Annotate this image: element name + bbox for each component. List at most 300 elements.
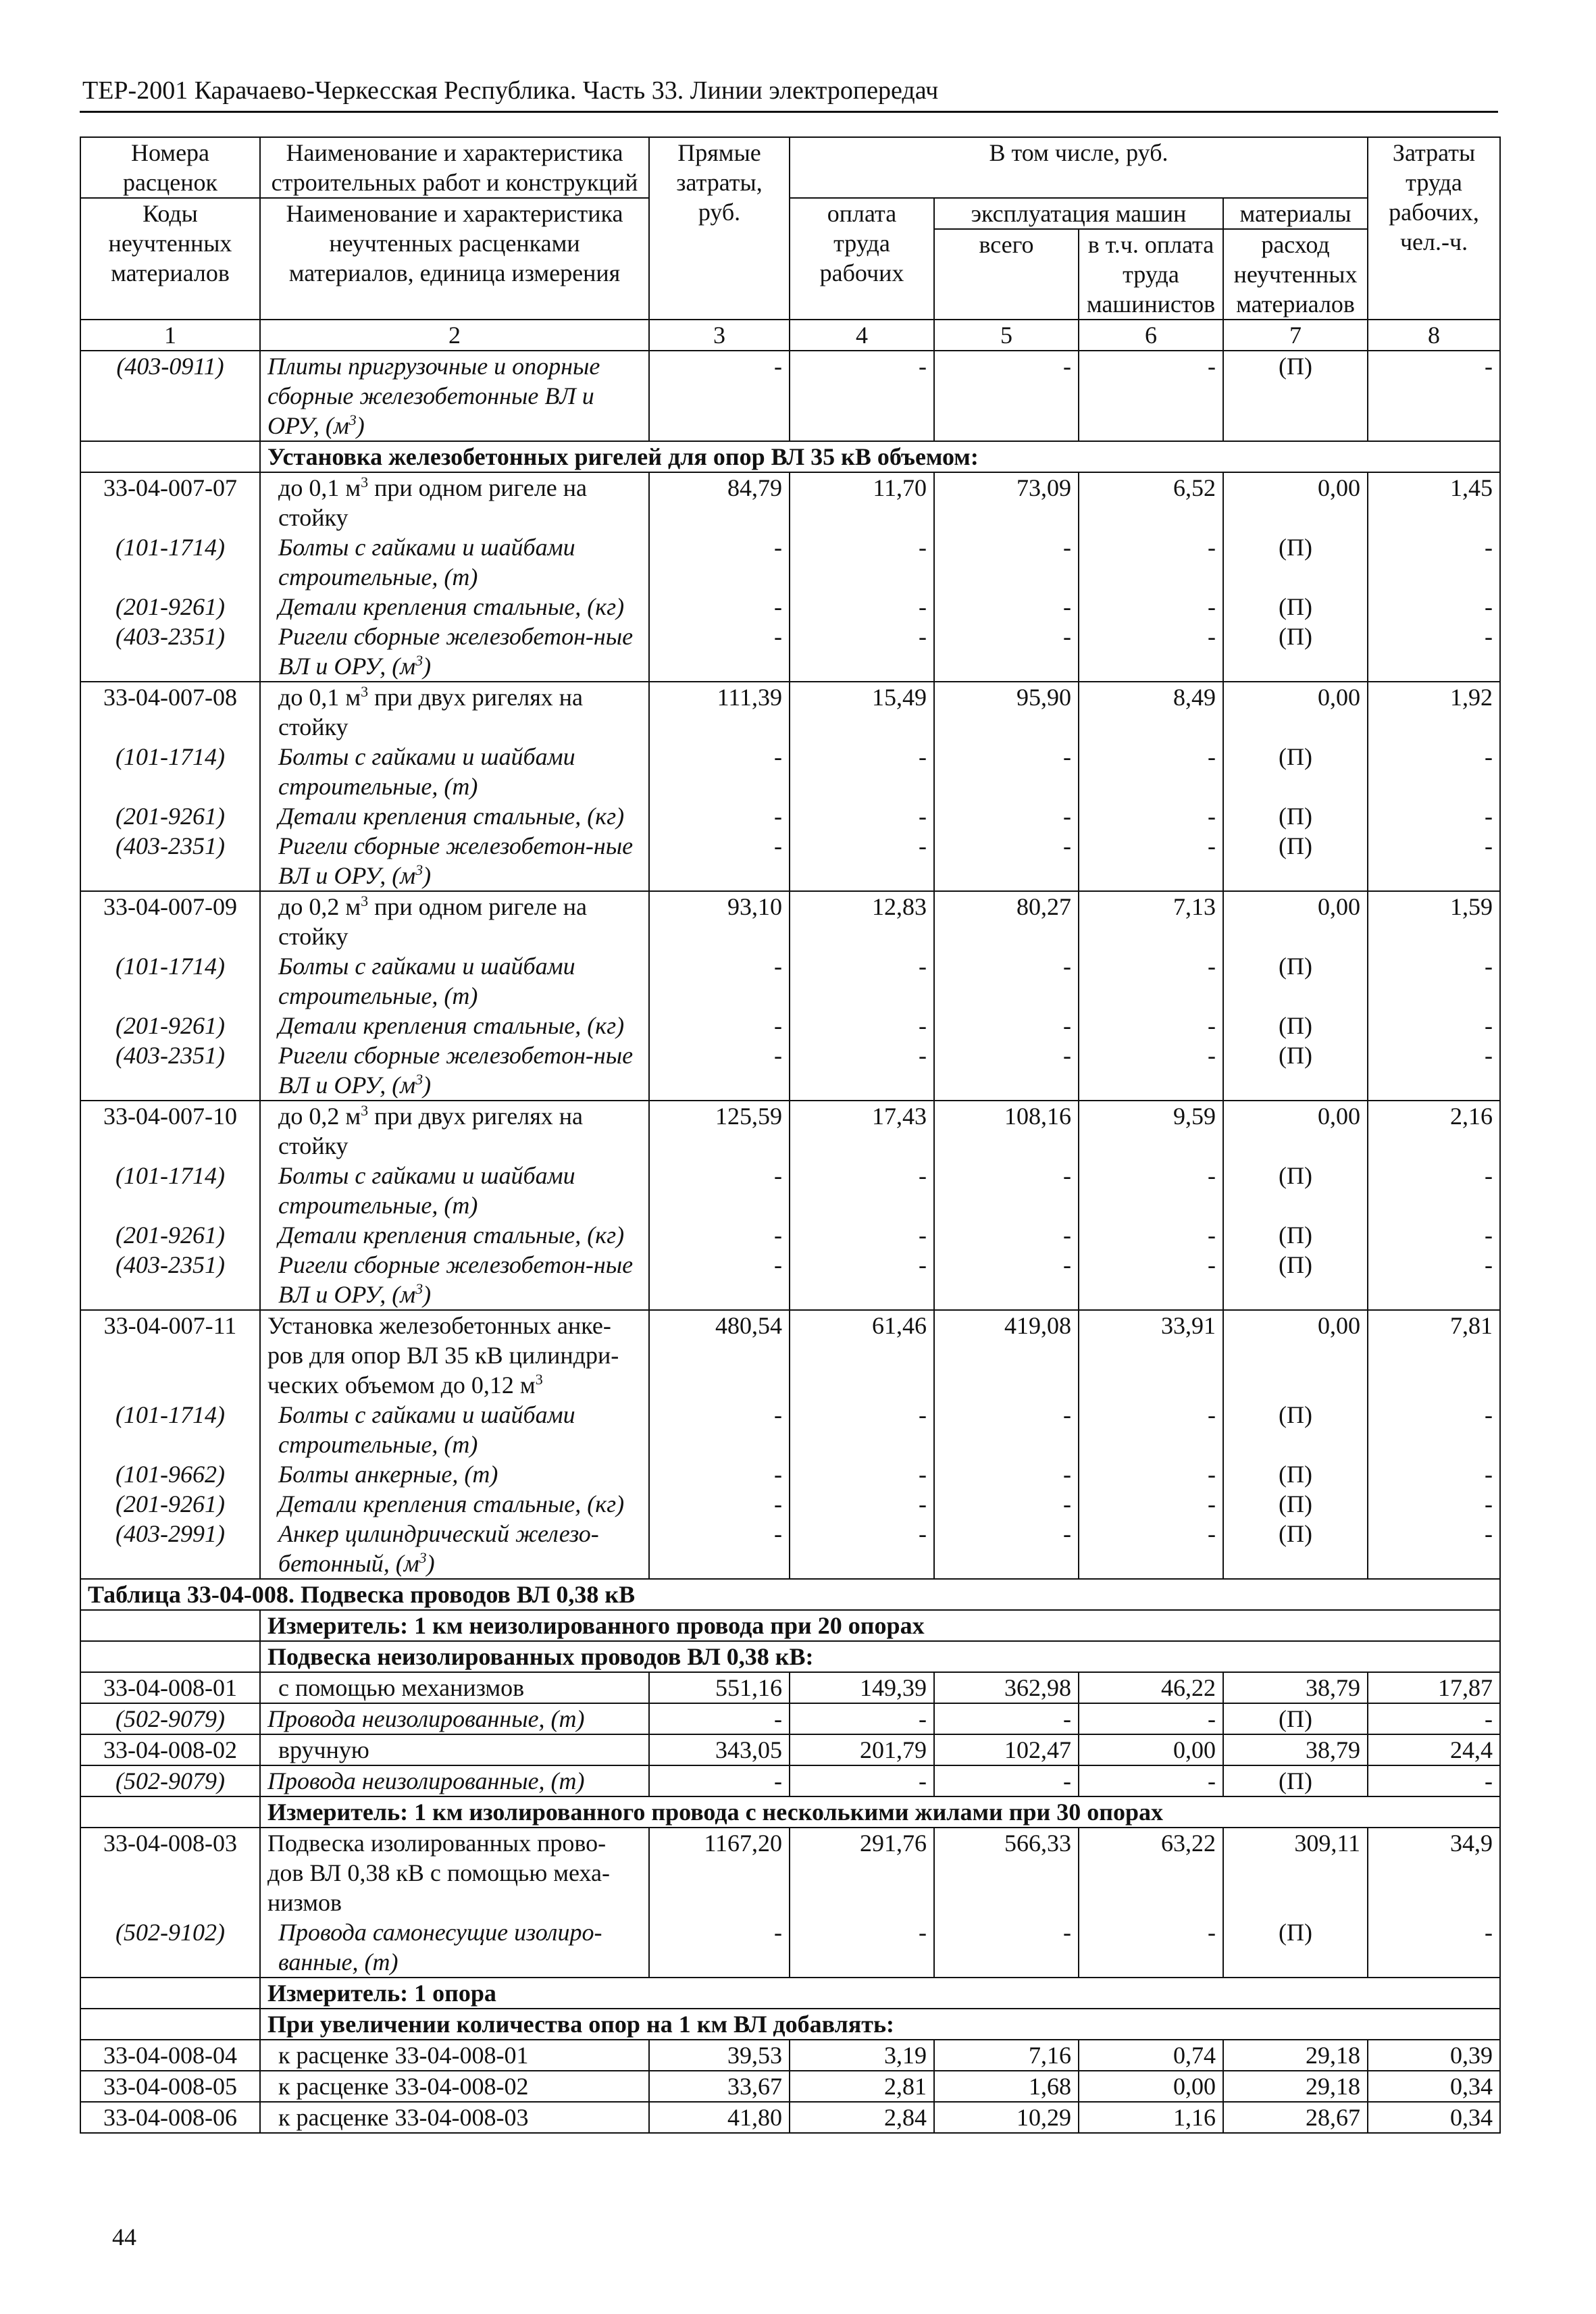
- dash-value: -: [934, 1765, 1079, 1796]
- machinists-labor: 63,22: [1079, 1828, 1223, 1917]
- p-mark: (П): [1223, 592, 1368, 622]
- dash-value: -: [1079, 351, 1223, 441]
- materials-cost: 0,00: [1223, 891, 1368, 951]
- dash-value: -: [790, 1765, 934, 1796]
- rate-name: к расценке 33-04-008-01: [260, 2040, 649, 2071]
- dash-value: -: [1079, 1459, 1223, 1489]
- material-row: [80, 1917, 1500, 1978]
- col1-top-header: Номера расценок: [80, 137, 260, 198]
- direct-cost: 125,59: [649, 1101, 790, 1161]
- dash-value: -: [649, 742, 790, 801]
- page-header-title: ТЕР-2001 Карачаево-Черкесская Республика. Часть 33. Линии электропередач: [82, 76, 939, 105]
- machinists-labor: 6,52: [1079, 472, 1223, 532]
- material-code: (403-2351): [80, 622, 260, 682]
- direct-cost: 93,10: [649, 891, 790, 951]
- dash-value: -: [649, 592, 790, 622]
- blank-cell: [80, 1978, 260, 2009]
- dash-value: -: [1368, 801, 1500, 831]
- machinists-labor: 33,91: [1079, 1310, 1223, 1400]
- dash-value: -: [649, 622, 790, 682]
- material-name: Ригели сборные железобетон-ные ВЛ и ОРУ, $(м^3)$: [260, 622, 649, 682]
- price-row: [80, 1310, 1500, 1400]
- material-row: [80, 1161, 1500, 1220]
- p-mark: (П): [1223, 1459, 1368, 1489]
- rate-code: 33-04-008-02: [80, 1734, 260, 1765]
- dash-value: -: [649, 1703, 790, 1734]
- dash-value: -: [1079, 622, 1223, 682]
- material-code: (101-1714): [80, 532, 260, 592]
- machinists-labor: 1,16: [1079, 2102, 1223, 2133]
- dash-value: -: [1079, 1011, 1223, 1040]
- price-row: [80, 2040, 1500, 2071]
- machines-total: 95,90: [934, 682, 1079, 742]
- material-row: [80, 1459, 1500, 1489]
- blank-cell: [80, 441, 260, 472]
- materials-cost: 38,79: [1223, 1672, 1368, 1703]
- header-rule: [80, 111, 1498, 113]
- meter-heading-text: Измеритель: 1 км изолированного провода с несколькими жилами при 30 опорах: [260, 1796, 1500, 1828]
- material-name: Анкер цилиндрический железо-бетонный, $(м^3)$: [260, 1519, 649, 1579]
- dash-value: -: [790, 1011, 934, 1040]
- dash-value: -: [790, 801, 934, 831]
- rate-name: вручную: [260, 1734, 649, 1765]
- dash-value: -: [649, 1250, 790, 1310]
- price-row: [80, 2071, 1500, 2102]
- dash-value: -: [1079, 1220, 1223, 1250]
- col4-header: оплата труда рабочих: [790, 198, 934, 320]
- dash-value: -: [790, 1040, 934, 1101]
- rate-code: 33-04-007-08: [80, 682, 260, 742]
- dash-value: -: [1368, 1400, 1500, 1459]
- machines-total: 73,09: [934, 472, 1079, 532]
- blank-cell: [80, 1610, 260, 1641]
- dash-value: -: [934, 801, 1079, 831]
- dash-value: -: [649, 1161, 790, 1220]
- group-materials-header: материалы: [1223, 198, 1368, 229]
- column-number: 3: [649, 320, 790, 351]
- material-row: [80, 742, 1500, 801]
- dash-value: -: [1368, 831, 1500, 891]
- p-mark: (П): [1223, 1220, 1368, 1250]
- dash-value: -: [1368, 1459, 1500, 1489]
- dash-value: -: [1368, 1250, 1500, 1310]
- machines-total: 566,33: [934, 1828, 1079, 1917]
- material-code: (201-9261): [80, 592, 260, 622]
- dash-value: -: [1368, 1765, 1500, 1796]
- dash-value: -: [1368, 592, 1500, 622]
- rate-name: до 0,1 $м^3$ при двух ригелях на стойку: [260, 682, 649, 742]
- material-code: (101-1714): [80, 951, 260, 1011]
- column-number: 7: [1223, 320, 1368, 351]
- dash-value: -: [1079, 1250, 1223, 1310]
- dash-value: -: [790, 1519, 934, 1579]
- labor-cost: 3,19: [790, 2040, 934, 2071]
- dash-value: -: [934, 1703, 1079, 1734]
- dash-value: -: [934, 1161, 1079, 1220]
- dash-value: -: [790, 1161, 934, 1220]
- dash-value: -: [790, 1703, 934, 1734]
- rate-code: 33-04-007-07: [80, 472, 260, 532]
- meter-heading-text: Измеритель: 1 опора: [260, 1978, 1500, 2009]
- material-row: [80, 1765, 1500, 1796]
- labor-hours: 2,16: [1368, 1101, 1500, 1161]
- material-name: Болты анкерные, (т): [260, 1459, 649, 1489]
- section-heading-text: При увеличении количества опор на 1 км ВЛ добавлять:: [260, 2009, 1500, 2040]
- direct-cost: 480,54: [649, 1310, 790, 1400]
- dash-value: -: [649, 1400, 790, 1459]
- section-heading: [80, 1641, 1500, 1672]
- dash-value: -: [790, 351, 934, 441]
- material-row: [80, 532, 1500, 592]
- meter-heading: [80, 1610, 1500, 1641]
- header-row-2: [80, 198, 1500, 229]
- p-mark: (П): [1223, 831, 1368, 891]
- material-row: [80, 1703, 1500, 1734]
- labor-cost: 149,39: [790, 1672, 934, 1703]
- machinists-labor: 46,22: [1079, 1672, 1223, 1703]
- dash-value: -: [934, 622, 1079, 682]
- material-code: (101-1714): [80, 1400, 260, 1459]
- rate-name: к расценке 33-04-008-03: [260, 2102, 649, 2133]
- labor-cost: 2,81: [790, 2071, 934, 2102]
- column-number: 2: [260, 320, 649, 351]
- dash-value: -: [934, 351, 1079, 441]
- machinists-labor: 0,00: [1079, 1734, 1223, 1765]
- rate-code: 33-04-008-06: [80, 2102, 260, 2133]
- direct-cost: 343,05: [649, 1734, 790, 1765]
- material-row: [80, 1519, 1500, 1579]
- dash-value: -: [790, 1459, 934, 1489]
- machines-total: 102,47: [934, 1734, 1079, 1765]
- rate-name: до 0,2 $м^3$ при двух ригелях на стойку: [260, 1101, 649, 1161]
- dash-value: -: [1079, 951, 1223, 1011]
- column-numbers-row: [80, 320, 1500, 351]
- material-code: (201-9261): [80, 1011, 260, 1040]
- dash-value: -: [934, 951, 1079, 1011]
- dash-value: -: [934, 1011, 1079, 1040]
- table-title-row: [80, 1579, 1500, 1610]
- rate-code: 33-04-007-09: [80, 891, 260, 951]
- meter-heading: [80, 1978, 1500, 2009]
- labor-cost: 291,76: [790, 1828, 934, 1917]
- machines-total: 80,27: [934, 891, 1079, 951]
- material-name: Детали крепления стальные, (кг): [260, 1220, 649, 1250]
- dash-value: -: [1368, 1703, 1500, 1734]
- dash-value: -: [1079, 592, 1223, 622]
- rate-name: с помощью механизмов: [260, 1672, 649, 1703]
- dash-value: -: [934, 1220, 1079, 1250]
- dash-value: -: [649, 1519, 790, 1579]
- material-code: (201-9261): [80, 1220, 260, 1250]
- p-mark: (П): [1223, 1400, 1368, 1459]
- dash-value: -: [934, 532, 1079, 592]
- labor-cost: 15,49: [790, 682, 934, 742]
- rate-name: Установка железобетонных анке-ров для опор ВЛ 35 кВ цилиндри-ческих объемом до 0,12 $м^3$: [260, 1310, 649, 1400]
- machines-total: 108,16: [934, 1101, 1079, 1161]
- dash-value: -: [934, 1459, 1079, 1489]
- dash-value: -: [649, 532, 790, 592]
- rate-code: 33-04-007-11: [80, 1310, 260, 1400]
- dash-value: -: [790, 951, 934, 1011]
- materials-cost: 28,67: [1223, 2102, 1368, 2133]
- dash-value: -: [1368, 1011, 1500, 1040]
- material-code: (403-2351): [80, 1250, 260, 1310]
- rate-name: до 0,1 $м^3$ при одном ригеле на стойку: [260, 472, 649, 532]
- dash-value: -: [1079, 1161, 1223, 1220]
- materials-cost: 38,79: [1223, 1734, 1368, 1765]
- material-row: [80, 801, 1500, 831]
- dash-value: -: [649, 1765, 790, 1796]
- dash-value: -: [790, 622, 934, 682]
- col6-header: в т.ч. оплата труда машинистов: [1079, 229, 1223, 320]
- dash-value: -: [790, 742, 934, 801]
- labor-cost: 17,43: [790, 1101, 934, 1161]
- direct-cost: 1167,20: [649, 1828, 790, 1917]
- p-mark: (П): [1223, 801, 1368, 831]
- materials-cost: 0,00: [1223, 1101, 1368, 1161]
- column-number: 6: [1079, 320, 1223, 351]
- p-mark: (П): [1223, 951, 1368, 1011]
- direct-cost: 41,80: [649, 2102, 790, 2133]
- dash-value: -: [1368, 1519, 1500, 1579]
- dash-value: -: [1079, 1765, 1223, 1796]
- labor-hours: 34,9: [1368, 1828, 1500, 1917]
- material-name: Детали крепления стальные, (кг): [260, 801, 649, 831]
- labor-cost: 12,83: [790, 891, 934, 951]
- group-machines-header: эксплуатация машин: [934, 198, 1223, 229]
- dash-value: -: [934, 1489, 1079, 1519]
- material-row: [80, 831, 1500, 891]
- price-table: [80, 136, 1499, 2134]
- col2-top-header: Наименование и характеристика строительных работ и конструкций: [260, 137, 649, 198]
- dash-value: -: [649, 1489, 790, 1519]
- dash-value: -: [790, 1489, 934, 1519]
- section-heading: [80, 2009, 1500, 2040]
- materials-cost: 29,18: [1223, 2040, 1368, 2071]
- machines-total: 7,16: [934, 2040, 1079, 2071]
- p-mark: (П): [1223, 532, 1368, 592]
- dash-value: -: [649, 831, 790, 891]
- price-row: [80, 682, 1500, 742]
- dash-value: -: [790, 1250, 934, 1310]
- labor-hours: 0,39: [1368, 2040, 1500, 2071]
- p-mark: (П): [1223, 622, 1368, 682]
- dash-value: -: [1368, 351, 1500, 441]
- dash-value: -: [1368, 742, 1500, 801]
- col1-bottom-header: Коды неучтенных материалов: [80, 198, 260, 320]
- dash-value: -: [649, 1459, 790, 1489]
- labor-cost: 61,46: [790, 1310, 934, 1400]
- section-heading-text: Подвеска неизолированных проводов ВЛ 0,38 кВ:: [260, 1641, 1500, 1672]
- material-row: [80, 622, 1500, 682]
- dash-value: -: [1079, 742, 1223, 801]
- dash-value: -: [1368, 1161, 1500, 1220]
- p-mark: (П): [1223, 1703, 1368, 1734]
- machines-total: 10,29: [934, 2102, 1079, 2133]
- col3-header: Прямые затраты, руб.: [649, 137, 790, 320]
- dash-value: -: [649, 1011, 790, 1040]
- p-mark: (П): [1223, 351, 1368, 441]
- dash-value: -: [1368, 622, 1500, 682]
- direct-cost: 33,67: [649, 2071, 790, 2102]
- p-mark: (П): [1223, 1765, 1368, 1796]
- labor-cost: 201,79: [790, 1734, 934, 1765]
- machinists-labor: 8,49: [1079, 682, 1223, 742]
- price-row: [80, 1672, 1500, 1703]
- section-heading-text: Установка железобетонных ригелей для опор ВЛ 35 кВ объемом:: [260, 441, 1500, 472]
- dash-value: -: [934, 1519, 1079, 1579]
- material-name: Детали крепления стальные, (кг): [260, 592, 649, 622]
- blank-cell: [80, 2009, 260, 2040]
- materials-cost: 0,00: [1223, 472, 1368, 532]
- rate-name: к расценке 33-04-008-02: [260, 2071, 649, 2102]
- dash-value: -: [1079, 1400, 1223, 1459]
- rate-code: 33-04-008-04: [80, 2040, 260, 2071]
- labor-hours: 0,34: [1368, 2102, 1500, 2133]
- material-code: (101-1714): [80, 742, 260, 801]
- material-name: Провода неизолированные, (т): [260, 1703, 649, 1734]
- col5-header: всего: [934, 229, 1079, 320]
- page-number: 44: [112, 2223, 136, 2250]
- labor-hours: 17,87: [1368, 1672, 1500, 1703]
- material-row: [80, 1489, 1500, 1519]
- blank-cell: [80, 1796, 260, 1828]
- header-row-1: [80, 137, 1500, 198]
- dash-value: -: [649, 951, 790, 1011]
- column-number: 1: [80, 320, 260, 351]
- machinists-labor: 0,00: [1079, 2071, 1223, 2102]
- material-code: (502-9079): [80, 1765, 260, 1796]
- price-row: [80, 2102, 1500, 2133]
- column-number: 5: [934, 320, 1079, 351]
- price-row: [80, 1101, 1500, 1161]
- dash-value: -: [790, 831, 934, 891]
- dash-value: -: [934, 1917, 1079, 1978]
- machines-total: 362,98: [934, 1672, 1079, 1703]
- dash-value: -: [1079, 831, 1223, 891]
- material-code: (201-9261): [80, 1489, 260, 1519]
- dash-value: -: [649, 1040, 790, 1101]
- col2-bottom-header: Наименование и характеристика неучтенных расценками материалов, единица измерения: [260, 198, 649, 320]
- dash-value: -: [1079, 1489, 1223, 1519]
- col8-header: Затраты труда рабочих, чел.-ч.: [1368, 137, 1500, 320]
- materials-cost: 0,00: [1223, 1310, 1368, 1400]
- material-name: Плиты пригрузочные и опорные сборные железобетонные ВЛ и ОРУ, $(м^3)$: [260, 351, 649, 441]
- meter-heading: [80, 1796, 1500, 1828]
- material-name: Болты с гайками и шайбами строительные, (т): [260, 1161, 649, 1220]
- blank-cell: [80, 1641, 260, 1672]
- p-mark: (П): [1223, 1161, 1368, 1220]
- price-row: [80, 472, 1500, 532]
- dash-value: -: [1079, 1040, 1223, 1101]
- dash-value: -: [1079, 1519, 1223, 1579]
- dash-value: -: [790, 532, 934, 592]
- direct-cost: 84,79: [649, 472, 790, 532]
- dash-value: -: [1368, 1040, 1500, 1101]
- dash-value: -: [1368, 951, 1500, 1011]
- p-mark: (П): [1223, 1519, 1368, 1579]
- price-row: [80, 1734, 1500, 1765]
- material-row: [80, 1011, 1500, 1040]
- machines-total: 1,68: [934, 2071, 1079, 2102]
- direct-cost: 551,16: [649, 1672, 790, 1703]
- materials-cost: 29,18: [1223, 2071, 1368, 2102]
- column-number: 4: [790, 320, 934, 351]
- material-name: Провода самонесущие изолиро-ванные, (т): [260, 1917, 649, 1978]
- material-code: (201-9261): [80, 801, 260, 831]
- dash-value: -: [1368, 1489, 1500, 1519]
- p-mark: (П): [1223, 1011, 1368, 1040]
- rate-code: 33-04-008-03: [80, 1828, 260, 1917]
- dash-value: -: [934, 1040, 1079, 1101]
- price-row: [80, 891, 1500, 951]
- labor-hours: 1,59: [1368, 891, 1500, 951]
- material-name: Болты с гайками и шайбами строительные, (т): [260, 1400, 649, 1459]
- dash-value: -: [1079, 801, 1223, 831]
- direct-cost: 39,53: [649, 2040, 790, 2071]
- column-number: 8: [1368, 320, 1500, 351]
- section-heading: [80, 441, 1500, 472]
- material-name: Провода неизолированные, (т): [260, 1765, 649, 1796]
- dash-value: -: [1368, 532, 1500, 592]
- dash-value: -: [649, 351, 790, 441]
- dash-value: -: [934, 592, 1079, 622]
- dash-value: -: [934, 1250, 1079, 1310]
- materials-cost: 0,00: [1223, 682, 1368, 742]
- rate-code: 33-04-008-01: [80, 1672, 260, 1703]
- material-name: Болты с гайками и шайбами строительные, (т): [260, 742, 649, 801]
- material-row: [80, 351, 1500, 441]
- dash-value: -: [934, 742, 1079, 801]
- dash-value: -: [1368, 1220, 1500, 1250]
- material-code: (403-0911): [80, 351, 260, 441]
- p-mark: (П): [1223, 1489, 1368, 1519]
- table-title: Таблица 33-04-008. Подвеска проводов ВЛ 0,38 кВ: [80, 1579, 1500, 1610]
- material-code: (101-9662): [80, 1459, 260, 1489]
- dash-value: -: [1079, 1703, 1223, 1734]
- machinists-labor: 9,59: [1079, 1101, 1223, 1161]
- material-name: Болты с гайками и шайбами строительные, (т): [260, 951, 649, 1011]
- material-row: [80, 592, 1500, 622]
- material-name: Ригели сборные железобетон-ные ВЛ и ОРУ, $(м^3)$: [260, 1250, 649, 1310]
- material-row: [80, 951, 1500, 1011]
- material-name: Ригели сборные железобетон-ные ВЛ и ОРУ, $(м^3)$: [260, 831, 649, 891]
- p-mark: (П): [1223, 742, 1368, 801]
- dash-value: -: [1368, 1917, 1500, 1978]
- labor-cost: 11,70: [790, 472, 934, 532]
- material-row: [80, 1250, 1500, 1310]
- p-mark: (П): [1223, 1250, 1368, 1310]
- rate-name: Подвеска изолированных прово-дов ВЛ 0,38 кВ с помощью меха-низмов: [260, 1828, 649, 1917]
- material-code: (403-2991): [80, 1519, 260, 1579]
- materials-cost: 309,11: [1223, 1828, 1368, 1917]
- rate-code: 33-04-007-10: [80, 1101, 260, 1161]
- labor-hours: 7,81: [1368, 1310, 1500, 1400]
- group-incl-header: В том числе, руб.: [790, 137, 1368, 198]
- material-name: Детали крепления стальные, (кг): [260, 1011, 649, 1040]
- dash-value: -: [649, 801, 790, 831]
- price-row: [80, 1828, 1500, 1917]
- material-code: (101-1714): [80, 1161, 260, 1220]
- labor-hours: 1,92: [1368, 682, 1500, 742]
- dash-value: -: [934, 1400, 1079, 1459]
- p-mark: (П): [1223, 1917, 1368, 1978]
- dash-value: -: [1079, 532, 1223, 592]
- labor-cost: 2,84: [790, 2102, 934, 2133]
- direct-cost: 111,39: [649, 682, 790, 742]
- dash-value: -: [649, 1220, 790, 1250]
- dash-value: -: [934, 831, 1079, 891]
